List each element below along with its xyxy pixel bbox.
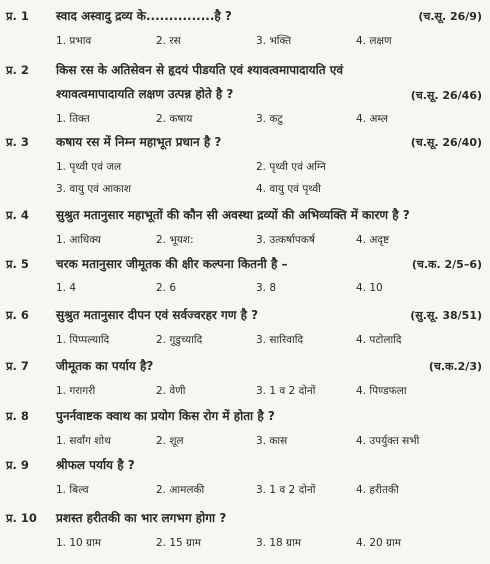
- question-text: किस रस के अतिसेवन से हृदयं पीडयति एवं श्यावत्वमापादायति एवं: [56, 63, 344, 77]
- question-reference: (च.सू. 26/40): [410, 136, 482, 149]
- question-number: प्र. 10: [6, 511, 37, 525]
- answer-option-2: 2. वेणी: [156, 385, 186, 397]
- answer-option-3: 3. वायु एवं आकाश: [56, 183, 131, 195]
- answer-option-2: 2. शूल: [156, 435, 184, 447]
- answer-option-3: 3. सारिवादि: [256, 334, 304, 346]
- question-text: श्यावत्वमापादायति लक्षण उत्पन्न होते है ?: [56, 87, 234, 101]
- answer-option-4: 4. उपर्युक्त सभी: [356, 435, 420, 447]
- answer-option-2: 2. पृथ्वी एवं अग्नि: [256, 161, 326, 173]
- answer-option-4: 4. लक्षण: [356, 35, 392, 47]
- answer-option-1: 1. पृथ्वी एवं जल: [56, 161, 122, 173]
- question-number: प्र. 2: [6, 63, 29, 77]
- question-text: जीमूतक का पर्याय है?: [56, 359, 154, 373]
- question-number: प्र. 5: [6, 257, 29, 271]
- answer-option-4: 4. पटोलादि: [356, 334, 402, 346]
- question-number: प्र. 8: [6, 409, 29, 423]
- answer-option-3: 3. 1 व 2 दोनों: [256, 385, 316, 397]
- answer-option-3: 3. कटु: [256, 113, 283, 125]
- answer-option-2: 2. कषाय: [156, 113, 193, 125]
- answer-option-4: 4. पिण्डफला: [356, 385, 407, 397]
- answer-option-1: 1. सर्वांग शोथ: [56, 435, 111, 447]
- question-text: पुनर्नवाष्टक क्वाथ का प्रयोग किस रोग में होता है ?: [56, 409, 275, 423]
- answer-option-2: 2. 6: [156, 282, 177, 294]
- question-text: सुश्रुत मतानुसार महाभूतों की कौन सी अवस्था द्रव्यों की अभिव्यक्ति में कारण है ?: [56, 208, 410, 222]
- answer-option-1: 1. 10 ग्राम: [56, 537, 101, 549]
- answer-option-4: 4. हरीतकी: [356, 484, 399, 496]
- question-text: श्रीफल पर्याय है ?: [56, 458, 135, 472]
- answer-option-1: 1. प्रभाव: [56, 35, 92, 47]
- answer-option-4: 4. अम्ल: [356, 113, 388, 125]
- question-text: प्रशस्त हरीतकी का भार लगभग होगा ?: [56, 511, 227, 525]
- question-text: चरक मतानुसार जीमूतक की क्षीर कल्पना कितनी है –: [56, 257, 288, 271]
- question-reference: (च.सू. 26/9): [418, 10, 482, 23]
- answer-option-3: 3. भक्ति: [256, 35, 292, 47]
- answer-option-1: 1. आधिक्य: [56, 234, 101, 246]
- answer-option-3: 3. 1 व 2 दोनों: [256, 484, 316, 496]
- answer-option-2: 2. भूयश:: [156, 234, 194, 246]
- question-text: सुश्रुत मतानुसार दीपन एवं सर्वज्वरहर गण है ?: [56, 308, 259, 322]
- answer-option-1: 1. पिप्पल्यादि: [56, 334, 110, 346]
- question-number: प्र. 1: [6, 9, 29, 23]
- answer-option-3: 3. 18 ग्राम: [256, 537, 301, 549]
- question-reference: (च.क. 2/5–6): [411, 258, 482, 271]
- answer-option-3: 3. 8: [256, 282, 277, 294]
- answer-option-4: 4. वायु एवं पृथ्वी: [256, 183, 321, 195]
- answer-option-1: 1. बिल्व: [56, 484, 89, 496]
- question-number: प्र. 3: [6, 135, 29, 149]
- answer-option-3: 3. उत्कर्षापकर्ष: [256, 234, 315, 246]
- answer-option-4: 4. 10: [356, 282, 383, 294]
- question-number: प्र. 4: [6, 208, 29, 222]
- answer-option-2: 2. गुडुच्यादि: [156, 334, 203, 346]
- answer-option-4: 4. अदृष्ट: [356, 234, 390, 246]
- answer-option-1: 1. तिक्त: [56, 113, 90, 125]
- question-reference: (सु.सू. 38/51): [410, 309, 482, 322]
- question-reference: (च.सू. 26/46): [410, 89, 482, 102]
- answer-option-4: 4. 20 ग्राम: [356, 537, 401, 549]
- answer-option-2: 2. रस: [156, 35, 181, 47]
- answer-option-2: 2. 15 ग्राम: [156, 537, 201, 549]
- answer-option-1: 1. 4: [56, 282, 77, 294]
- answer-option-3: 3. कास: [256, 435, 288, 447]
- question-number: प्र. 6: [6, 308, 29, 322]
- question-number: प्र. 7: [6, 359, 29, 373]
- question-reference: (च.क.2/3): [428, 360, 482, 373]
- question-text: स्वाद अस्वादु द्रव्य के...............है ?: [56, 9, 232, 23]
- question-text: कषाय रस में निम्न महाभूत प्रधान है ?: [56, 135, 222, 149]
- question-number: प्र. 9: [6, 458, 29, 472]
- answer-option-2: 2. आमलकी: [156, 484, 205, 496]
- answer-option-1: 1. गरागरी: [56, 385, 96, 397]
